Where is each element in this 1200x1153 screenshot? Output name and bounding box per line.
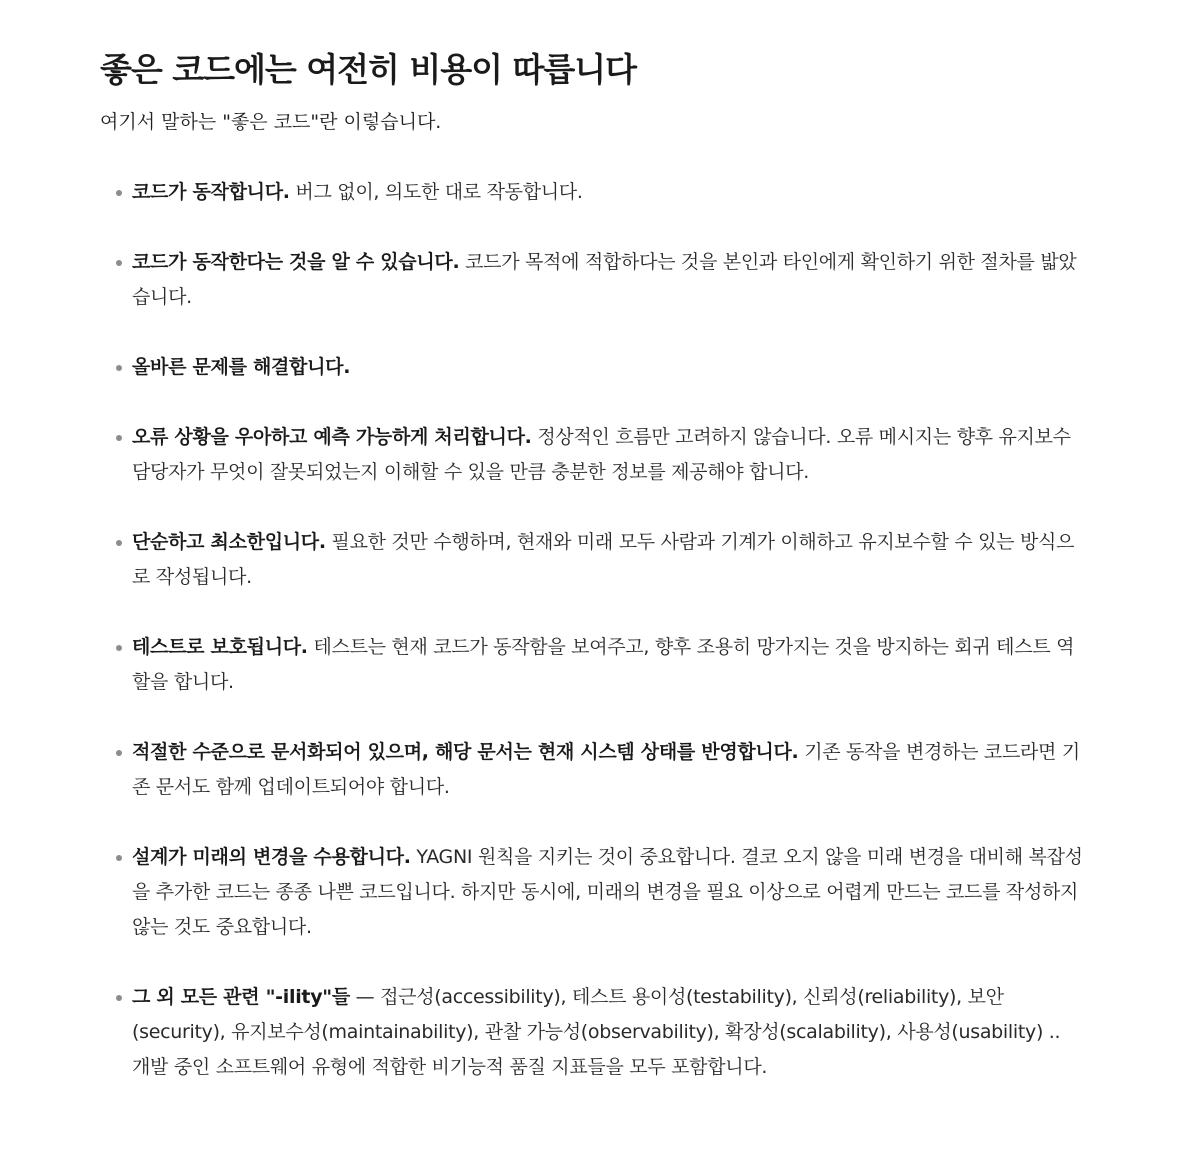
- bullet-dot-icon: [116, 645, 122, 651]
- list-item: [132, 245, 1084, 315]
- list-item: [132, 840, 1084, 945]
- bullet-dot-icon: [116, 190, 122, 196]
- list-item-strong: 설계가 미래의 변경을 수용합니다.: [132, 846, 411, 868]
- list-item: [132, 630, 1084, 700]
- list-item: [132, 175, 1084, 210]
- bullet-dot-icon: [116, 365, 122, 371]
- list-item-text: YAGNI 원칙을 지키는 것이 중요합니다. 결코 오지 않을 미래 변경을 대비해 복잡성을 추가한 코드는 종종 나쁜 코드입니다. 하지만 동시에, 미래의 변경을 필요 이상으로 어렵게 만드는 코드를 작성하지 않는 것도 중요합니다.: [132, 846, 1083, 938]
- list-item: [132, 350, 1084, 385]
- list-item-text: 테스트는 현재 코드가 동작함을 보여주고, 향후 조용히 망가지는 것을 방지하는 회귀 테스트 역할을 합니다.: [132, 636, 1075, 693]
- list-item: [132, 420, 1084, 490]
- bullet-dot-icon: [116, 540, 122, 546]
- list-item: [132, 525, 1084, 595]
- list-item: [132, 980, 1084, 1085]
- list-item-strong: 코드가 동작한다는 것을 알 수 있습니다.: [132, 251, 460, 273]
- list-item-strong: 올바른 문제를 해결합니다.: [132, 356, 351, 378]
- list-item-strong: 오류 상황을 우아하고 예측 가능하게 처리합니다.: [132, 426, 532, 448]
- list-item-strong: 코드가 동작합니다.: [132, 181, 290, 203]
- list-item: [132, 735, 1084, 805]
- list-item-text: 코드가 목적에 적합하다는 것을 본인과 타인에게 확인하기 위한 절차를 밟았습니다.: [132, 251, 1077, 308]
- bullet-dot-icon: [116, 995, 122, 1001]
- list-item-strong: 그 외 모든 관련 "-ility"들: [132, 986, 350, 1008]
- list-item-text: 정상적인 흐름만 고려하지 않습니다. 오류 메시지는 향후 유지보수 담당자가 무엇이 잘못되었는지 이해할 수 있을 만큼 충분한 정보를 제공해야 합니다.: [132, 426, 1071, 483]
- list-item-strong: 단순하고 최소한입니다.: [132, 531, 326, 553]
- bullet-dot-icon: [116, 260, 122, 266]
- good-code-list: [100, 175, 1100, 1085]
- list-item-text: 기존 동작을 변경하는 코드라면 기존 문서도 함께 업데이트되어야 합니다.: [132, 741, 1080, 798]
- list-item-strong: 적절한 수준으로 문서화되어 있으며, 해당 문서는 현재 시스템 상태를 반영합니다.: [132, 741, 799, 763]
- list-item-text: — 접근성(accessibility), 테스트 용이성(testability), 신뢰성(reliability), 보안(security), 유지보수성(maintainability), 관찰 가능성(observability), 확장성(scalability), 사용성(usability) .. 개발 중인 소프트웨어 유형에 적합한 비기능적 품질 지표들을 모두 포함합니다.: [132, 986, 1061, 1078]
- bullet-dot-icon: [116, 855, 122, 861]
- intro-paragraph: 여기서 말하는 "좋은 코드"란 이렇습니다.: [100, 111, 442, 133]
- list-item-text: 필요한 것만 수행하며, 현재와 미래 모두 사람과 기계가 이해하고 유지보수할 수 있는 방식으로 작성됩니다.: [132, 531, 1075, 588]
- list-item-text: 버그 없이, 의도한 대로 작동합니다.: [289, 181, 583, 203]
- bullet-dot-icon: [116, 750, 122, 756]
- page-title: 좋은 코드에는 여전히 비용이 따릅니다: [100, 50, 637, 89]
- bullet-dot-icon: [116, 435, 122, 441]
- list-item-strong: 테스트로 보호됩니다.: [132, 636, 308, 658]
